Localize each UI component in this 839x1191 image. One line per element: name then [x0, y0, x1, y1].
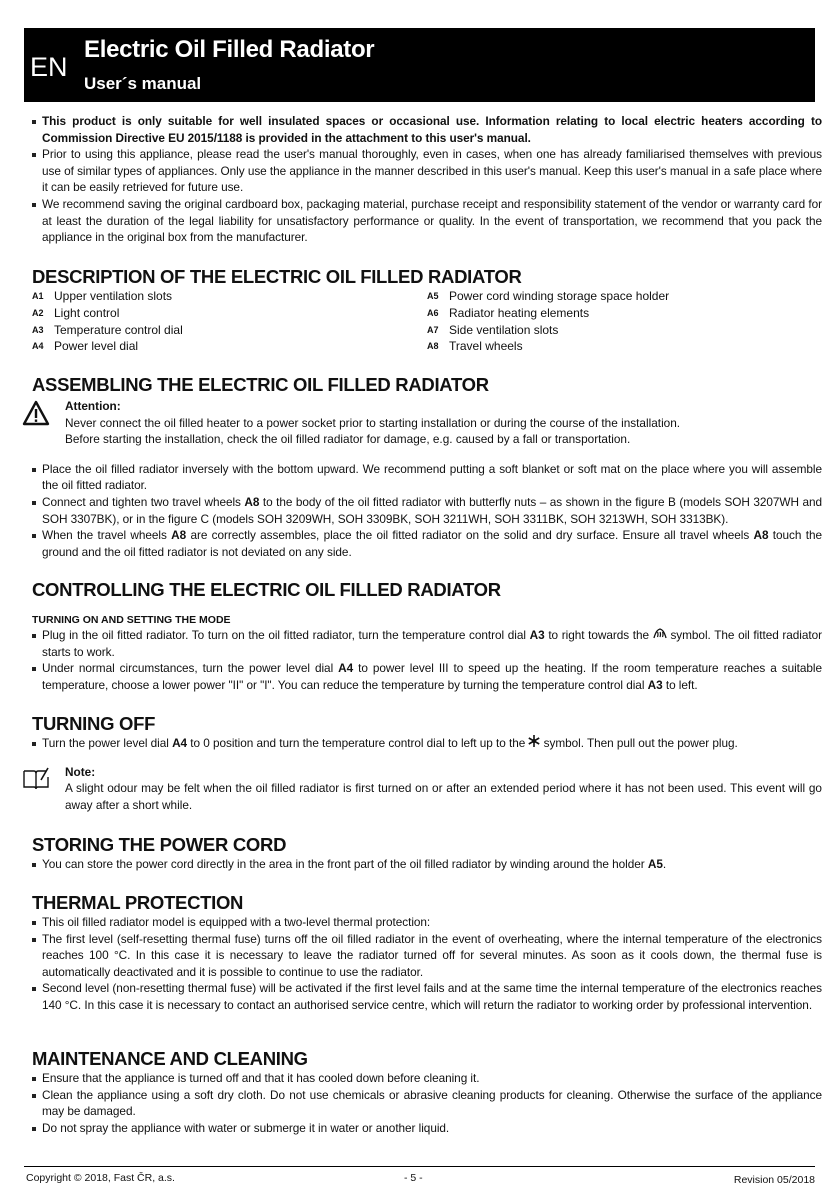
text-segment: to 0 position and turn the temperature control dial to left up to the [187, 736, 529, 750]
revision: Revision 05/2018 [733, 1174, 815, 1186]
document-subtitle: User´s manual [84, 74, 202, 93]
text-segment: to left. [662, 677, 698, 692]
section-heading: TURNING OFF [32, 713, 156, 734]
part-item [32, 288, 427, 305]
list-item [32, 196, 822, 246]
part-label: Temperature control dial [54, 322, 183, 337]
book-note-icon [22, 766, 50, 790]
list-item [32, 660, 822, 693]
assembling-section [32, 374, 822, 560]
list-item [32, 914, 822, 931]
note-title: Note: [65, 764, 96, 779]
text-segment: We recommend saving the original cardboard box, packaging material, purchase receipt and responsibility statement of the vendor or warranty card for at least the duration of the legal liability for unsatisfactory performance or quality. In the event of transportation, we recommend that you pack the appliance in the original box from the manufacturer. [42, 196, 822, 245]
part-reference: A3 [529, 628, 545, 642]
page-number: - 5 - [404, 1172, 423, 1184]
part-label: Upper ventilation slots [54, 289, 173, 303]
text-segment: symbol. Then pull out the power plug. [540, 736, 738, 750]
parts-list [32, 288, 822, 355]
text-segment: to the body of the oil fitted radiator with butterfly nuts – as shown in the figure B (models SOH 3207WH and SOH 3307BK), or in the figure C (models SOH 3209WH, SOH 3309BK, SOH 3211WH, SOH 3311BK, SOH 3213WH, SOH 3313BK). [42, 494, 823, 526]
part-label: Travel wheels [449, 339, 523, 354]
text-segment: . [662, 857, 667, 871]
section-heading: ASSEMBLING THE ELECTRIC OIL FILLED RADIATOR [32, 374, 489, 395]
part-label: Light control [54, 305, 120, 320]
text-segment: Prior to using this appliance, please read the user's manual thoroughly, even in cases, when one has already familiarised themselves with previous use of similar types of appliances. Only use the appliance in the manner described in this user's manual. Keep this user's manual in a safe place where it can be easily retrieved for future use. [42, 147, 822, 195]
part-reference: A3 [647, 677, 663, 692]
text-segment: Second level (non-resetting thermal fuse) will be activated if the first level fails and at the same time the internal temperature of the electronics reaches 140 °C. In this case it is necessary to contact an authorised service centre, which will return the radiator to working order by professional intervention. [42, 981, 822, 1012]
footer [24, 1166, 815, 1186]
attention-line: Before starting the installation, check the oil filled radiator for damage, e.g. caused by a fall or transportation. [65, 432, 631, 447]
title-banner [24, 28, 815, 102]
part-label: Power level dial [54, 339, 139, 354]
assembling-list [32, 461, 822, 561]
list-item [32, 627, 822, 660]
storing-list [32, 856, 822, 873]
part-code: A7 [427, 324, 439, 335]
part-code: A8 [427, 341, 439, 352]
turning-off-list [32, 735, 822, 752]
text-segment: When the travel wheels [42, 528, 172, 543]
part-item [32, 322, 427, 339]
thermal-list [32, 914, 822, 1014]
part-item [427, 338, 822, 355]
part-code: A3 [32, 324, 44, 335]
heat-symbol-icon [653, 628, 667, 642]
list-item [32, 980, 822, 1013]
part-item [427, 305, 822, 322]
text-segment: Plug in the oil fitted radiator. To turn on the oil fitted radiator, turn the temperature control dial [42, 628, 530, 642]
part-code: A1 [32, 291, 44, 301]
intro-section [32, 113, 822, 246]
note-text: A slight odour may be felt when the oil filled radiator is first turned on or after an extended period where it has not been used. This event will go away after a short while. [65, 781, 822, 812]
part-item [32, 305, 427, 322]
copyright: Copyright © 2018, Fast ČR, a.s. [26, 1172, 175, 1184]
text-segment: The first level (self-resetting thermal fuse) turns off the oil filled radiator in the event of overheating, where the internal temperature of the electronics reaches 100 °C. In this case it is necessary to leave the radiator turned off for several minutes. As soon as it cools down, the thermal fuse is automatically deactivated and it is possible to continue to use the radiator. [42, 931, 822, 979]
turning-off-section [32, 713, 822, 813]
note-box [32, 764, 822, 814]
controlling-section [32, 579, 822, 693]
text-segment: Place the oil filled radiator inversely with the bottom upward. We recommend putting a soft blanket or soft mat on the place where you will assemble the oil fitted radiator. [42, 461, 822, 493]
part-reference: A8 [244, 494, 260, 509]
part-reference: A8 [753, 528, 769, 543]
thermal-section [32, 892, 822, 1014]
part-label: Power cord winding storage space holder [449, 289, 670, 303]
text-segment: are correctly assembles, place the oil fitted radiator on the solid and dry surface. Ensure all travel wheels [186, 528, 754, 543]
list-item [32, 146, 822, 196]
list-item [32, 494, 822, 527]
storing-section [32, 834, 822, 873]
maintenance-section [32, 1048, 822, 1136]
part-reference: A8 [171, 528, 187, 543]
list-item [32, 735, 822, 752]
section-heading: CONTROLLING THE ELECTRIC OIL FILLED RADIATOR [32, 579, 501, 600]
part-code: A6 [427, 307, 439, 318]
list-item [32, 1070, 822, 1087]
text-segment: Under normal circumstances, turn the power level dial [42, 661, 339, 676]
text-segment: Clean the appliance using a soft dry cloth. Do not use chemicals or abrasive cleaning products for cleaning. Otherwise the surface of the appliance may be damaged. [42, 1087, 822, 1119]
subheading: TURNING ON AND SETTING THE MODE [32, 614, 231, 626]
part-code: A5 [427, 291, 439, 301]
part-item [32, 338, 427, 355]
text-segment: You can store the power cord directly in the area in the front part of the oil filled radiator by winding around the holder [42, 857, 648, 871]
part-code: A2 [32, 307, 44, 318]
list-item [32, 461, 822, 494]
controlling-list [32, 627, 822, 693]
part-code: A4 [32, 341, 44, 352]
text-segment: Turn the power level dial [42, 736, 173, 750]
list-item [32, 1087, 822, 1120]
text-segment: Ensure that the appliance is turned off and that it has cooled down before cleaning it. [42, 1071, 480, 1085]
text-segment: to right towards the [544, 628, 653, 642]
language-code: EN [30, 52, 68, 82]
frost-symbol-icon [528, 736, 540, 750]
part-item [427, 322, 822, 339]
intro-list [32, 113, 822, 246]
part-reference: A4 [172, 736, 188, 750]
section-heading: DESCRIPTION OF THE ELECTRIC OIL FILLED RADIATOR [32, 266, 522, 287]
attention-box [32, 398, 822, 448]
list-item [32, 1120, 822, 1137]
attention-title: Attention: [65, 399, 121, 413]
part-reference: A5 [647, 857, 663, 871]
section-heading: THERMAL PROTECTION [32, 892, 244, 913]
part-label: Radiator heating elements [449, 305, 590, 320]
part-reference: A4 [338, 661, 354, 676]
text-segment: touch the ground and the oil fitted radiator is not deviated on any side. [42, 528, 822, 559]
text-segment: Do not spray the appliance with water or submerge it in water or another liquid. [42, 1120, 450, 1135]
list-item [32, 113, 822, 146]
text-segment: This product is only suitable for well insulated spaces or occasional use. Information relating to local electric heaters according to Commission Directive EU 2015/1188 is provided in the attachment to this user's manual. [42, 114, 822, 145]
list-item [32, 931, 822, 981]
part-item [427, 288, 822, 305]
text-segment: to power level III to speed up the heating. If the room temperature reaches a suitable temperature, choose a lower power "II" or "I". You can reduce the temperature by turning the temperature control dial [42, 661, 822, 692]
part-label: Side ventilation slots [449, 322, 559, 337]
text-segment: Connect and tighten two travel wheels [42, 494, 245, 509]
warning-icon [22, 400, 50, 426]
section-heading: STORING THE POWER CORD [32, 834, 287, 855]
list-item [32, 527, 822, 560]
section-heading: MAINTENANCE AND CLEANING [32, 1048, 308, 1069]
description-section [32, 266, 822, 355]
maintenance-list [32, 1070, 822, 1136]
document-title: Electric Oil Filled Radiator [84, 36, 375, 63]
text-segment: symbol. The oil fitted radiator starts to work. [42, 628, 823, 659]
list-item [32, 856, 822, 873]
text-segment: This oil filled radiator model is equipped with a two-level thermal protection: [42, 915, 431, 929]
attention-line: Never connect the oil filled heater to a power socket prior to starting installation or during the course of the installation. [65, 415, 681, 430]
